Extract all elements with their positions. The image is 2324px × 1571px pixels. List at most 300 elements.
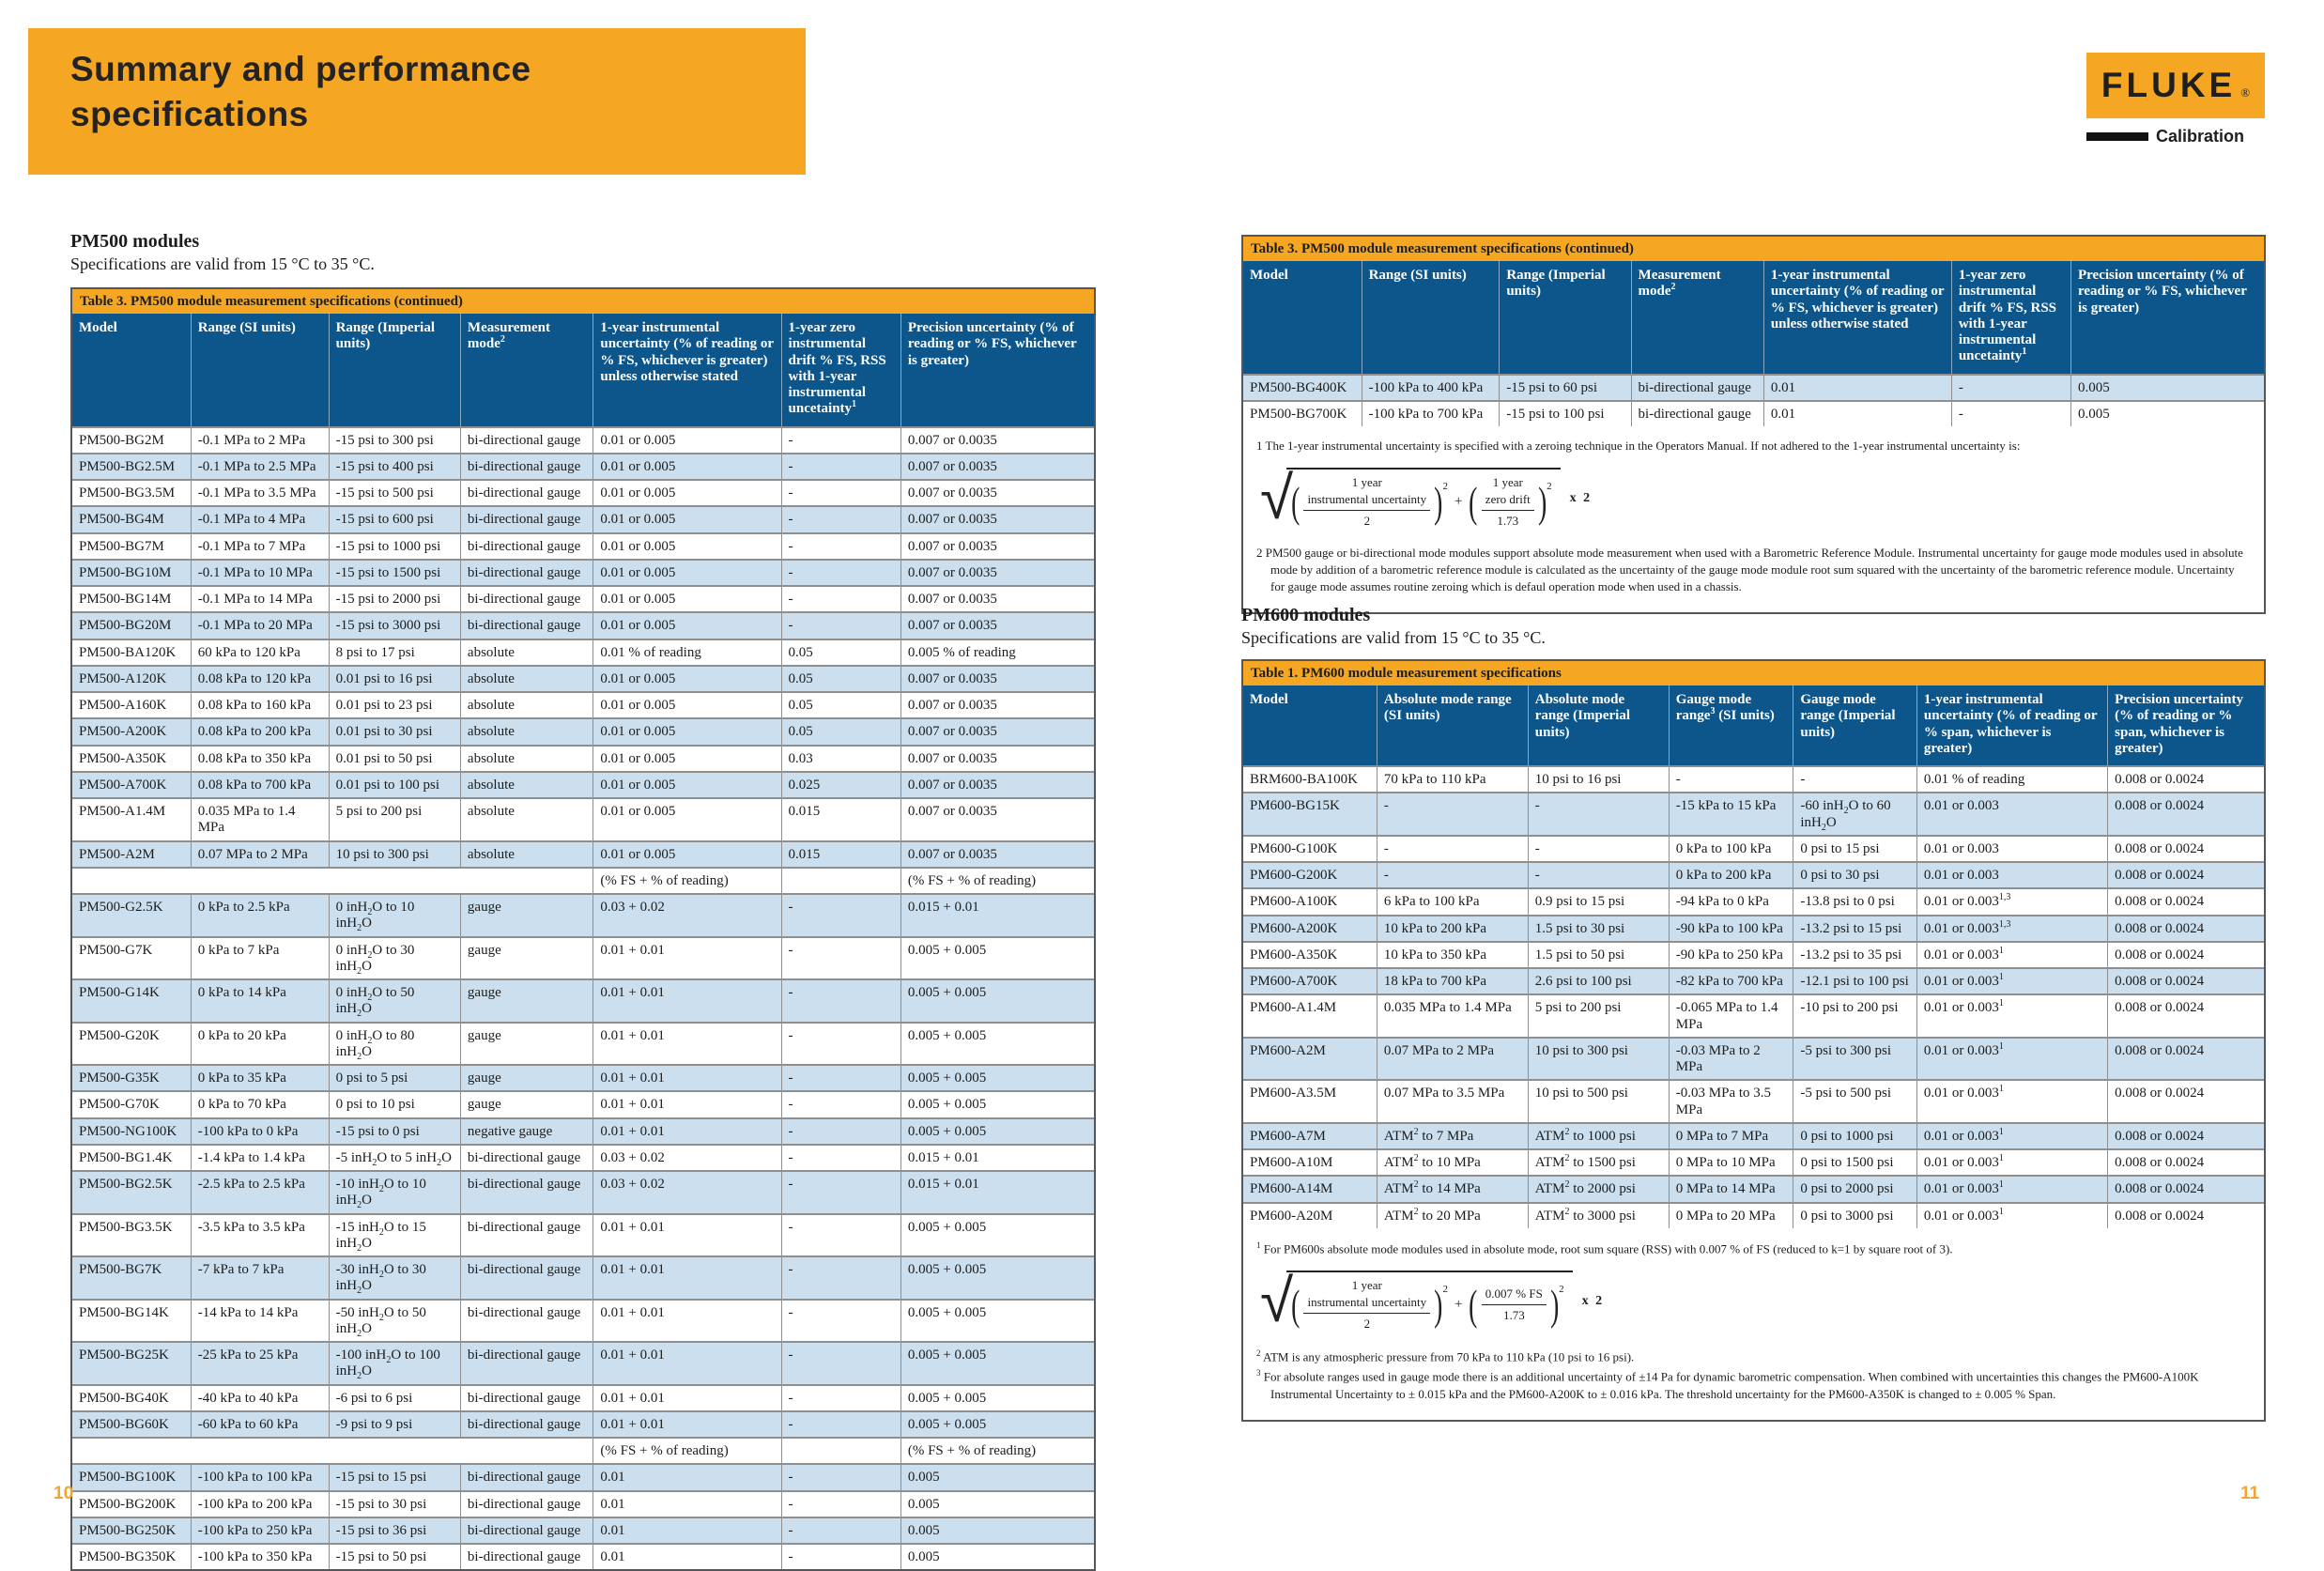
table-cell: 0.03 + 0.02 (593, 1171, 781, 1214)
table-cell: PM500-A700K (72, 772, 191, 798)
table-cell: - (781, 1300, 900, 1343)
table-cell: PM500-BG60K (72, 1411, 191, 1438)
table-cell: 0.01 + 0.01 (593, 1065, 781, 1091)
pm500-heading: PM500 modules (70, 231, 200, 252)
table-cell: absolute (460, 666, 593, 692)
table-row (72, 937, 1094, 980)
table-cell: - (781, 533, 900, 560)
table-cell: bi-directional gauge (460, 1385, 593, 1411)
table-cell: - (1669, 766, 1793, 793)
table-cell: bi-directional gauge (460, 612, 593, 639)
table-cell: 0.008 or 0.0024 (2108, 994, 2264, 1038)
header-row (72, 314, 1094, 427)
table-cell: -15 psi to 3000 psi (329, 612, 460, 639)
table-title: Table 3. PM500 module measurement specifications (continued) (1243, 237, 2264, 261)
table-cell: 0.007 or 0.0035 (900, 454, 1094, 480)
column-header: Gauge mode range$^3$ (SI units) (1669, 685, 1793, 766)
table-row (72, 506, 1094, 532)
table-cell: 0.025 (781, 772, 900, 798)
column-header: 1-year instrumental uncertainty (% of reading or % FS, whichever is greater) unless otherwise stated (1763, 261, 1951, 375)
table-cell: PM500-BG350K (72, 1544, 191, 1569)
table-cell: 0.01 or 0.005 (593, 427, 781, 454)
table-cell: bi-directional gauge (460, 1544, 593, 1569)
table-cell: 60 kPa to 120 kPa (191, 639, 329, 666)
table-cell: 70 kPa to 110 kPa (1377, 766, 1528, 793)
table-cell: ATM$^2$ to 10 MPa (1377, 1149, 1528, 1176)
table-cell: 10 psi to 300 psi (1528, 1038, 1669, 1081)
table-cell: -60 inH$_2$O to 60 inH$_2$O (1793, 793, 1917, 836)
table-cell: -15 psi to 400 psi (329, 454, 460, 480)
table-cell: 0.005 (900, 1464, 1094, 1490)
table-cell: 0 MPa to 10 MPa (1669, 1149, 1793, 1176)
table-cell: ATM$^2$ to 7 MPa (1377, 1123, 1528, 1149)
pm500-footnotes (1243, 426, 2264, 612)
table-cell: 0.01 % of reading (593, 639, 781, 666)
table-cell: bi-directional gauge (460, 427, 593, 454)
table-cell: PM500-BG2.5K (72, 1171, 191, 1214)
close-paren: ) (1434, 1280, 1443, 1329)
table-cell: 0.005 + 0.005 (900, 1256, 1094, 1300)
table-cell: 0.007 or 0.0035 (900, 480, 1094, 506)
table-cell: PM600-A700K (1243, 968, 1377, 994)
table-cell: PM500-BA120K (72, 639, 191, 666)
table-cell: -0.065 MPa to 1.4 MPa (1669, 994, 1793, 1038)
table-cell: 0.01 or 0.003$^1$ (1916, 1123, 2107, 1149)
table-cell: 0 inH$_2$O to 80 inH$_2$O (329, 1023, 460, 1066)
table-cell: -10 inH$_2$O to 10 inH$_2$O (329, 1171, 460, 1214)
table-cell: 0.007 or 0.0035 (900, 560, 1094, 586)
table-cell: (% FS + % of reading) (900, 1438, 1094, 1464)
table-cell: 0.01 or 0.003 (1916, 793, 2107, 836)
table-cell: - (1951, 401, 2070, 426)
table-cell: bi-directional gauge (460, 454, 593, 480)
table-cell: absolute (460, 692, 593, 718)
table-title: Table 3. PM500 module measurement specifications (continued) (72, 289, 1094, 314)
table-cell: 0.035 MPa to 1.4 MPa (191, 798, 329, 841)
table-cell: 0.08 kPa to 160 kPa (191, 692, 329, 718)
table-cell: -15 inH$_2$O to 15 inH$_2$O (329, 1214, 460, 1257)
table-cell: -0.1 MPa to 2 MPa (191, 427, 329, 454)
table-cell: -13.2 psi to 35 psi (1793, 942, 1917, 968)
table-cell: PM500-A120K (72, 666, 191, 692)
table-row (1243, 793, 2264, 836)
table-cell: 0.007 or 0.0035 (900, 718, 1094, 745)
table-cell: 0.01 + 0.01 (593, 1023, 781, 1066)
table-cell: 0.01 or 0.005 (593, 692, 781, 718)
table-cell: 0.03 (781, 746, 900, 772)
table-cell: -1.4 kPa to 1.4 kPa (191, 1145, 329, 1171)
table-cell: -15 psi to 0 psi (329, 1118, 460, 1145)
table-title: Table 1. PM600 module measurement specifications (1243, 661, 2264, 685)
table-cell: 10 kPa to 200 kPa (1377, 916, 1528, 942)
footnote-1: $^1$ For PM600s absolute mode modules used in absolute mode, root sum square (RSS) with 0.007 % of FS (reduced to k=1 by square root of 3). (1256, 1240, 1953, 1256)
table-cell: 0.008 or 0.0024 (2108, 766, 2264, 793)
table-cell: bi-directional gauge (460, 560, 593, 586)
table-cell: PM500-A200K (72, 718, 191, 745)
column-header: Measurement mode$^2$ (1631, 261, 1763, 375)
table-cell: bi-directional gauge (460, 1517, 593, 1544)
table-cell: 0 psi to 1500 psi (1793, 1149, 1917, 1176)
table-cell: - (781, 1065, 900, 1091)
table-row (1243, 862, 2264, 888)
table-cell: 0.008 or 0.0024 (2108, 1080, 2264, 1123)
table-cell: 0.007 or 0.0035 (900, 506, 1094, 532)
registered-mark-icon: ® (2240, 85, 2251, 100)
table-cell: 10 psi to 16 psi (1528, 766, 1669, 793)
table-cell: BRM600-BA100K (1243, 766, 1377, 793)
plus-sign: + (1454, 1297, 1463, 1313)
table-cell: - (781, 1491, 900, 1517)
table-cell: 0.007 or 0.0035 (900, 772, 1094, 798)
table-cell: -15 psi to 15 psi (329, 1464, 460, 1490)
table-cell: PM500-BG200K (72, 1491, 191, 1517)
fraction-2: 1 year zero drift 1.73 (1482, 474, 1534, 530)
table-cell: 0 kPa to 14 kPa (191, 979, 329, 1023)
table-cell: PM600-BG15K (1243, 793, 1377, 836)
table-cell: 0.005 + 0.005 (900, 979, 1094, 1023)
table-cell: 0 inH$_2$O to 10 inH$_2$O (329, 894, 460, 937)
table-cell: 0 inH$_2$O to 50 inH$_2$O (329, 979, 460, 1023)
table-cell: 0 kPa to 100 kPa (1669, 836, 1793, 862)
table-cell: 0.01 % of reading (1916, 766, 2107, 793)
table-cell: 0 kPa to 7 kPa (191, 937, 329, 980)
table-cell: 0.05 (781, 718, 900, 745)
table-cell: 0.005 (2071, 375, 2265, 401)
table-cell: 0.01 or 0.005 (593, 666, 781, 692)
table-cell: 0.01 psi to 30 psi (329, 718, 460, 745)
fluke-logo-subline (2086, 127, 2265, 146)
table-cell: -25 kPa to 25 kPa (191, 1342, 329, 1385)
table-cell: bi-directional gauge (460, 1171, 593, 1214)
table-cell: -15 psi to 600 psi (329, 506, 460, 532)
table-cell: 0.05 (781, 639, 900, 666)
table-cell: -0.03 MPa to 3.5 MPa (1669, 1080, 1793, 1123)
pm600-footnotes (1243, 1228, 2264, 1420)
table-cell: -0.1 MPa to 3.5 MPa (191, 480, 329, 506)
logo-bar-icon (2086, 132, 2148, 141)
table-cell: -10 psi to 200 psi (1793, 994, 1917, 1038)
column-header: 1-year instrumental uncertainty (% of reading or % FS, whichever is greater) unless otherwise stated (593, 314, 781, 427)
table-cell: PM600-A100K (1243, 888, 1377, 915)
table-cell: -100 kPa to 350 kPa (191, 1544, 329, 1569)
table-cell: -50 inH$_2$O to 50 inH$_2$O (329, 1300, 460, 1343)
table-row (1243, 1149, 2264, 1176)
table-cell: 0.01 or 0.003$^1$ (1916, 1203, 2107, 1228)
table-cell: (% FS + % of reading) (593, 868, 781, 894)
table-cell: 0.01 + 0.01 (593, 1118, 781, 1145)
table-cell: PM500-BG2.5M (72, 454, 191, 480)
table-cell: gauge (460, 937, 593, 980)
column-header: Model (1243, 261, 1362, 375)
table-cell: PM500-G70K (72, 1091, 191, 1117)
table-cell: PM600-A14M (1243, 1176, 1377, 1202)
table-cell: 0.01 or 0.003$^1$ (1916, 1176, 2107, 1202)
table-cell: gauge (460, 1023, 593, 1066)
table-row (1243, 375, 2264, 401)
table-cell: 0.007 or 0.0035 (900, 666, 1094, 692)
table-row (72, 560, 1094, 586)
table-cell: -0.1 MPa to 2.5 MPa (191, 454, 329, 480)
table-cell: PM500-G20K (72, 1023, 191, 1066)
table-cell: 0.008 or 0.0024 (2108, 1203, 2264, 1228)
table-cell: - (781, 1544, 900, 1569)
table-cell: 0.008 or 0.0024 (2108, 793, 2264, 836)
table-cell: PM500-BG3.5K (72, 1214, 191, 1257)
column-header: Absolute mode range (Imperial units) (1528, 685, 1669, 766)
table-cell: absolute (460, 718, 593, 745)
table-cell: PM500-BG2M (72, 427, 191, 454)
table-cell: 0.008 or 0.0024 (2108, 888, 2264, 915)
table-cell: 0.01 + 0.01 (593, 937, 781, 980)
table-cell: 0.01 or 0.005 (593, 841, 781, 868)
table-cell: 0 kPa to 20 kPa (191, 1023, 329, 1066)
fraction-1: 1 year instrumental uncertainty 2 (1303, 1277, 1430, 1332)
table-cell: - (781, 427, 900, 454)
table-row (72, 1171, 1094, 1214)
table-cell: bi-directional gauge (460, 1342, 593, 1385)
table-cell: 0 psi to 5 psi (329, 1065, 460, 1091)
table-cell: 2.6 psi to 100 psi (1528, 968, 1669, 994)
table-cell: 0.005 (900, 1544, 1094, 1569)
table-cell: bi-directional gauge (460, 1145, 593, 1171)
table-cell: 0.007 or 0.0035 (900, 841, 1094, 868)
multiplier: x 2 (1569, 491, 1593, 506)
table-cell: - (781, 979, 900, 1023)
table-cell: 0.01 or 0.005 (593, 798, 781, 841)
table-row (72, 666, 1094, 692)
table-row (1243, 1176, 2264, 1202)
table-row (72, 1300, 1094, 1343)
table-row (72, 692, 1094, 718)
table-row (72, 1065, 1094, 1091)
pm500-table-right (1243, 261, 2264, 426)
table-cell: 0 psi to 1000 psi (1793, 1123, 1917, 1149)
table-row (72, 1411, 1094, 1438)
table-cell: 0.007 or 0.0035 (900, 427, 1094, 454)
table-cell (72, 868, 593, 894)
table-cell: 0.07 MPa to 2 MPa (1377, 1038, 1528, 1081)
table-cell: 0.008 or 0.0024 (2108, 1149, 2264, 1176)
table-cell: 0 kPa to 200 kPa (1669, 862, 1793, 888)
table-cell: -15 psi to 30 psi (329, 1491, 460, 1517)
table-cell: gauge (460, 894, 593, 937)
table-cell: - (781, 1256, 900, 1300)
table-cell: absolute (460, 772, 593, 798)
uncertainty-formula: √ ( 1 year instrumental uncertainty 2 ) 2 + ( $\frac{0.007 \% FS}{1.73}$ ) 2 x 2 (1260, 1267, 1605, 1337)
table-cell: -3.5 kPa to 3.5 kPa (191, 1214, 329, 1257)
column-header: 1-year instrumental uncertainty (% of reading or % span, whichever is greater) (1916, 685, 2107, 766)
table-row (72, 798, 1094, 841)
table-cell: 0.007 or 0.0035 (900, 692, 1094, 718)
table-cell: 0.005 (2071, 401, 2265, 426)
table-cell: - (781, 586, 900, 612)
title-banner (28, 28, 806, 175)
table-cell: bi-directional gauge (460, 1411, 593, 1438)
table-cell: - (1528, 836, 1669, 862)
pm600-table (1243, 685, 2264, 1228)
table-cell: ATM$^2$ to 1500 psi (1528, 1149, 1669, 1176)
table-cell: - (781, 1118, 900, 1145)
table-cell: 0 MPa to 14 MPa (1669, 1176, 1793, 1202)
table-cell: -15 psi to 100 psi (1500, 401, 1631, 426)
plus-sign: + (1454, 493, 1463, 509)
table-row (1243, 766, 2264, 793)
table-cell: PM500-BG250K (72, 1517, 191, 1544)
table-cell: - (781, 1411, 900, 1438)
table-cell: 0.01 + 0.01 (593, 1300, 781, 1343)
table-cell: -15 psi to 60 psi (1500, 375, 1631, 401)
table-cell: -15 psi to 50 psi (329, 1544, 460, 1569)
close-paren: ) (1549, 1280, 1560, 1329)
table-cell: 0.08 kPa to 200 kPa (191, 718, 329, 745)
table-cell: 0 kPa to 2.5 kPa (191, 894, 329, 937)
table-cell: 0.015 + 0.01 (900, 1145, 1094, 1171)
table-cell: 0.01 + 0.01 (593, 979, 781, 1023)
table-cell: -0.1 MPa to 7 MPa (191, 533, 329, 560)
table-cell: -6 psi to 6 psi (329, 1385, 460, 1411)
table-cell: -13.8 psi to 0 psi (1793, 888, 1917, 915)
table-cell: 0.08 kPa to 700 kPa (191, 772, 329, 798)
table-cell: -100 inH$_2$O to 100 inH$_2$O (329, 1342, 460, 1385)
table-cell: bi-directional gauge (460, 1464, 593, 1490)
footnote-3: $^3$ For absolute ranges used in gauge mode there is an additional uncertainty of ±14 Pa for dynamic barometric compensation. When combined with uncertainties this changes the PM600-A100K Instrumental Uncertainty to ± 0.015 kPa and the PM600-A200K to ± 0.016 kPa. The threshold uncertainty for the PM600-A350K is changed to ± 0.005 % Span. (1256, 1368, 2199, 1401)
table-row (72, 586, 1094, 612)
page-number-left: 10 (54, 1484, 74, 1503)
table-cell: 0.007 or 0.0035 (900, 533, 1094, 560)
pm500-table-right-box (1241, 235, 2266, 614)
table-cell: PM500-BG25K (72, 1342, 191, 1385)
table-cell: 0.05 (781, 692, 900, 718)
table-cell: - (781, 1171, 900, 1214)
table-cell: gauge (460, 1091, 593, 1117)
table-cell (72, 1438, 593, 1464)
open-paren: ( (1291, 1280, 1301, 1329)
table-row (72, 1256, 1094, 1300)
table-cell: PM500-BG14K (72, 1300, 191, 1343)
table-cell: 0.008 or 0.0024 (2108, 836, 2264, 862)
table-cell: 0.007 or 0.0035 (900, 798, 1094, 841)
table-cell: 8 psi to 17 psi (329, 639, 460, 666)
table-cell: 0.01 + 0.01 (593, 1342, 781, 1385)
table-cell: 0.01 (593, 1464, 781, 1490)
table-cell (781, 868, 900, 894)
table-cell: 0.01 psi to 100 psi (329, 772, 460, 798)
table-cell: bi-directional gauge (460, 1300, 593, 1343)
table-cell (781, 1438, 900, 1464)
table-cell: 0.03 + 0.02 (593, 1145, 781, 1171)
table-row (1243, 1203, 2264, 1228)
table-cell: bi-directional gauge (460, 480, 593, 506)
table-cell: - (781, 1464, 900, 1490)
column-header: Precision uncertainty (% of reading or % FS, whichever is greater) (900, 314, 1094, 427)
table-cell: PM500-A160K (72, 692, 191, 718)
table-cell: bi-directional gauge (460, 533, 593, 560)
table-cell: - (1377, 836, 1528, 862)
table-cell: -94 kPa to 0 kPa (1669, 888, 1793, 915)
table-row (72, 1385, 1094, 1411)
table-cell: - (781, 894, 900, 937)
table-cell: PM500-BG400K (1243, 375, 1362, 401)
table-cell: 0.005 + 0.005 (900, 1118, 1094, 1145)
table-cell: gauge (460, 1065, 593, 1091)
table-cell: bi-directional gauge (460, 586, 593, 612)
table-cell: 0.01 or 0.005 (593, 454, 781, 480)
table-cell: -15 psi to 1500 psi (329, 560, 460, 586)
close-paren: ) (1537, 477, 1547, 526)
table-cell: 0.035 MPa to 1.4 MPa (1377, 994, 1528, 1038)
footnote-2: 2 PM500 gauge or bi-directional mode modules support absolute mode measurement when used with a Barometric Reference Module. Instrumental uncertainty for gauge mode modules used in absolute mode by addition of a barometric reference module is calculated as the uncertainty of the gauge mode module root sum squared with the uncertainty of the barometric reference module. Uncertainty for gauge mode assumes routine zeroing which is defaul operation mode when used in a chassis. (1256, 545, 2243, 594)
table-cell: (% FS + % of reading) (900, 868, 1094, 894)
table-cell: - (1793, 766, 1917, 793)
page-title: Summary and performance specifications (70, 50, 531, 134)
table-cell: bi-directional gauge (1631, 401, 1763, 426)
pm600-subtitle: Specifications are valid from 15 °C to 35 °C. (1241, 628, 1546, 647)
table-row (1243, 836, 2264, 862)
table-cell: 0.007 or 0.0035 (900, 586, 1094, 612)
table-row (72, 1544, 1094, 1569)
pm500-table-left-box (70, 287, 1096, 1571)
table-cell: 0.01 psi to 16 psi (329, 666, 460, 692)
open-paren: ( (1469, 477, 1478, 526)
table-cell: 0.01 + 0.01 (593, 1411, 781, 1438)
table-cell: -0.1 MPa to 20 MPa (191, 612, 329, 639)
table-cell: 0 MPa to 20 MPa (1669, 1203, 1793, 1228)
table-cell: PM600-A350K (1243, 942, 1377, 968)
table-cell: 0 psi to 2000 psi (1793, 1176, 1917, 1202)
table-cell: PM500-G14K (72, 979, 191, 1023)
table-cell: 0.01 or 0.003$^1$ (1916, 968, 2107, 994)
table-row (72, 480, 1094, 506)
table-cell: 0 inH$_2$O to 30 inH$_2$O (329, 937, 460, 980)
table-cell: -100 kPa to 0 kPa (191, 1118, 329, 1145)
table-cell: - (781, 1385, 900, 1411)
table-cell: -15 kPa to 15 kPa (1669, 793, 1793, 836)
table-row (72, 979, 1094, 1023)
table-cell: PM500-BG4M (72, 506, 191, 532)
column-header: Range (Imperial units) (329, 314, 460, 427)
column-header: Measurement mode$^2$ (460, 314, 593, 427)
table-cell: 0 MPa to 7 MPa (1669, 1123, 1793, 1149)
table-cell: PM500-BG100K (72, 1464, 191, 1490)
table-row (72, 1118, 1094, 1145)
table-cell: bi-directional gauge (1631, 375, 1763, 401)
table-cell: 0.01 or 0.003$^1$ (1916, 942, 2107, 968)
table-row (1243, 968, 2264, 994)
table-cell: bi-directional gauge (460, 1256, 593, 1300)
page-number-right: 11 (2240, 1484, 2260, 1503)
table-cell: 0.01 or 0.003$^1$ (1916, 1080, 2107, 1123)
table-cell: PM500-A1.4M (72, 798, 191, 841)
table-cell: 0.05 (781, 666, 900, 692)
table-cell: bi-directional gauge (460, 1491, 593, 1517)
table-cell: 0.01 or 0.005 (593, 480, 781, 506)
table-cell: - (781, 1517, 900, 1544)
table-row (1243, 1038, 2264, 1081)
table-cell: 0.005 + 0.005 (900, 1411, 1094, 1438)
table-cell: PM500-BG20M (72, 612, 191, 639)
table-cell: 0 kPa to 70 kPa (191, 1091, 329, 1117)
table-row (72, 1464, 1094, 1490)
table-row (72, 1342, 1094, 1385)
fluke-logo-box (2086, 53, 2265, 118)
table-cell: PM500-G35K (72, 1065, 191, 1091)
column-header: Model (72, 314, 191, 427)
table-cell: -30 inH$_2$O to 30 inH$_2$O (329, 1256, 460, 1300)
table-cell: 0.015 + 0.01 (900, 894, 1094, 937)
table-cell: 0.01 or 0.005 (593, 718, 781, 745)
header-row (1243, 261, 2264, 375)
table-cell: 0.08 kPa to 120 kPa (191, 666, 329, 692)
